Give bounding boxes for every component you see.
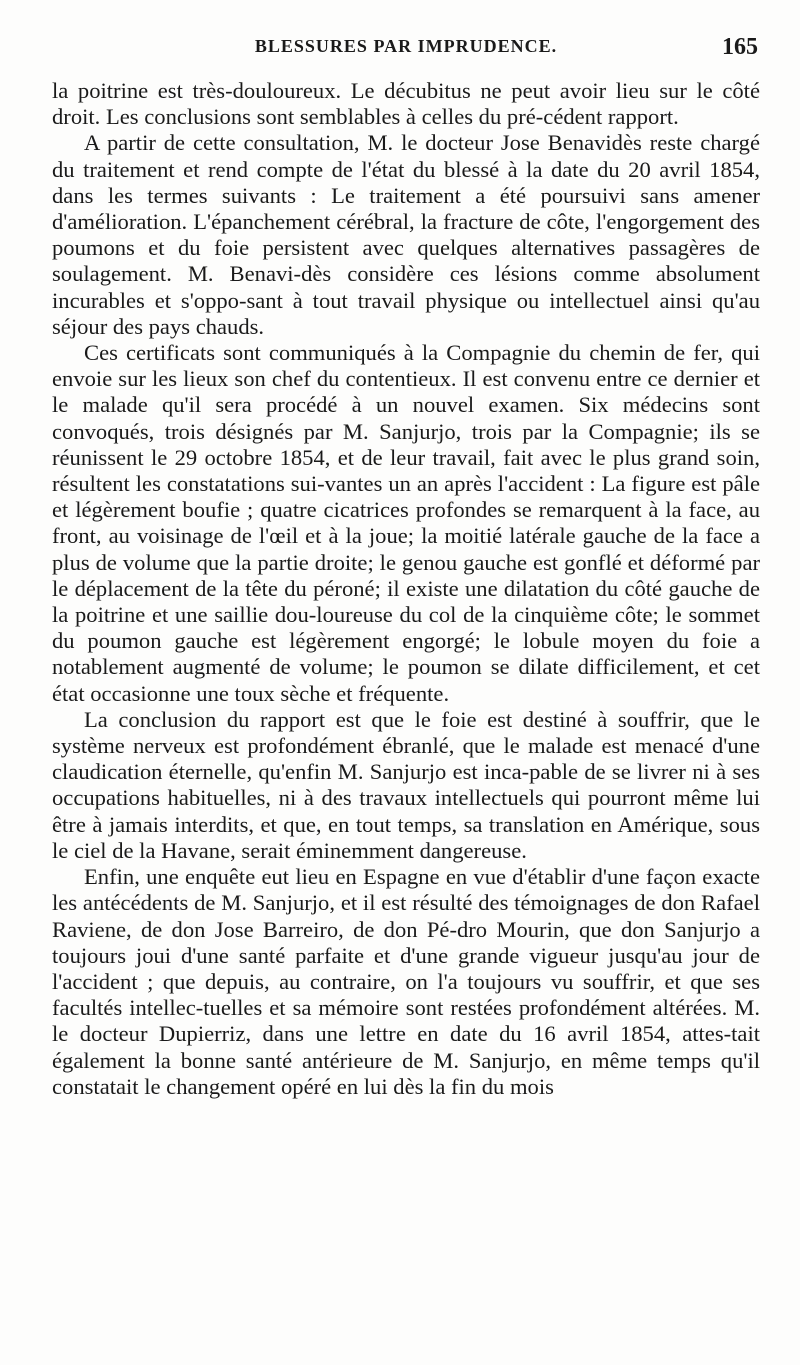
- paragraph-conclusion: La conclusion du rapport est que le foie est destiné à souffrir, que le système nerveux est profondément ébranlé, que le malade est menacé d'une claudication éternelle, qu'enfin M. Sanjurjo est inca-pable de se livrer ni à ses occupations habituelles, ni à des travaux intellectuels qui pourront même lui être à jamais interdits, et que, en tout temps, sa translation en Amérique, sous le ciel de la Havane, serait éminemment dangereuse.: [52, 706, 760, 863]
- paragraph-consultation: A partir de cette consultation, M. le docteur Jose Benavidès reste chargé du traitement et rend compte de l'état du blessé à la date du 20 avril 1854, dans les termes suivants : Le traitement a été poursuivi sans amener d'amélioration. L'épanchement cérébral, la fracture de côte, l'engorgement des poumons et du foie persistent avec quelques alternatives passagères de soulagement. M. Benavi-dès considère ces lésions comme absolument incurables et s'oppo-sant à tout travail physique ou intellectuel ainsi qu'au séjour des pays chauds.: [52, 130, 760, 339]
- body-text: [52, 78, 760, 1100]
- paragraph-continuation: la poitrine est très-douloureux. Le décubitus ne peut avoir lieu sur le côté droit. Les conclusions sont semblables à celles du pré-cédent rapport.: [52, 78, 760, 130]
- paragraph-certificats: Ces certificats sont communiqués à la Compagnie du chemin de fer, qui envoie sur les lieux son chef du contentieux. Il est convenu entre ce dernier et le malade qu'il sera procédé à un nouvel examen. Six médecins sont convoqués, trois désignés par M. Sanjurjo, trois par la Compagnie; ils se réunissent le 29 octobre 1854, et de leur travail, fait avec le plus grand soin, résultent les constatations sui-vantes un an après l'accident : La figure est pâle et légèrement boufie ; quatre cicatrices profondes se remarquent à la face, au front, au voisinage de l'œil et à la joue; la moitié latérale gauche de la face a plus de volume que la partie droite; le genou gauche est gonflé et déformé par le déplacement de la tête du péroné; il existe une dilatation du côté gauche de la poitrine et une saillie dou-loureuse du col de la cinquième côte; le sommet du poumon gauche est légèrement engorgé; le lobule moyen du foie a notablement augmenté de volume; le poumon se dilate difficilement, et cet état occasionne une toux sèche et fréquente.: [52, 340, 760, 706]
- running-head: [52, 36, 760, 66]
- paragraph-enquete: Enfin, une enquête eut lieu en Espagne en vue d'établir d'une façon exacte les antécédents de M. Sanjurjo, et il est résulté des témoignages de don Rafael Raviene, de don Jose Barreiro, de don Pé-dro Mourin, que don Sanjurjo a toujours joui d'une santé parfaite et d'une grande vigueur jusqu'au jour de l'accident ; que depuis, au contraire, on l'a toujours vu souffrir, et que ses facultés intellec-tuelles et sa mémoire sont restées profondément altérées. M. le docteur Dupierriz, dans une lettre en date du 16 avril 1854, attes-tait également la bonne santé antérieure de M. Sanjurjo, en même temps qu'il constatait le changement opéré en lui dès la fin du mois: [52, 864, 760, 1099]
- page-number: 165: [722, 34, 758, 60]
- running-head-title: BLESSURES PAR IMPRUDENCE.: [254, 36, 558, 56]
